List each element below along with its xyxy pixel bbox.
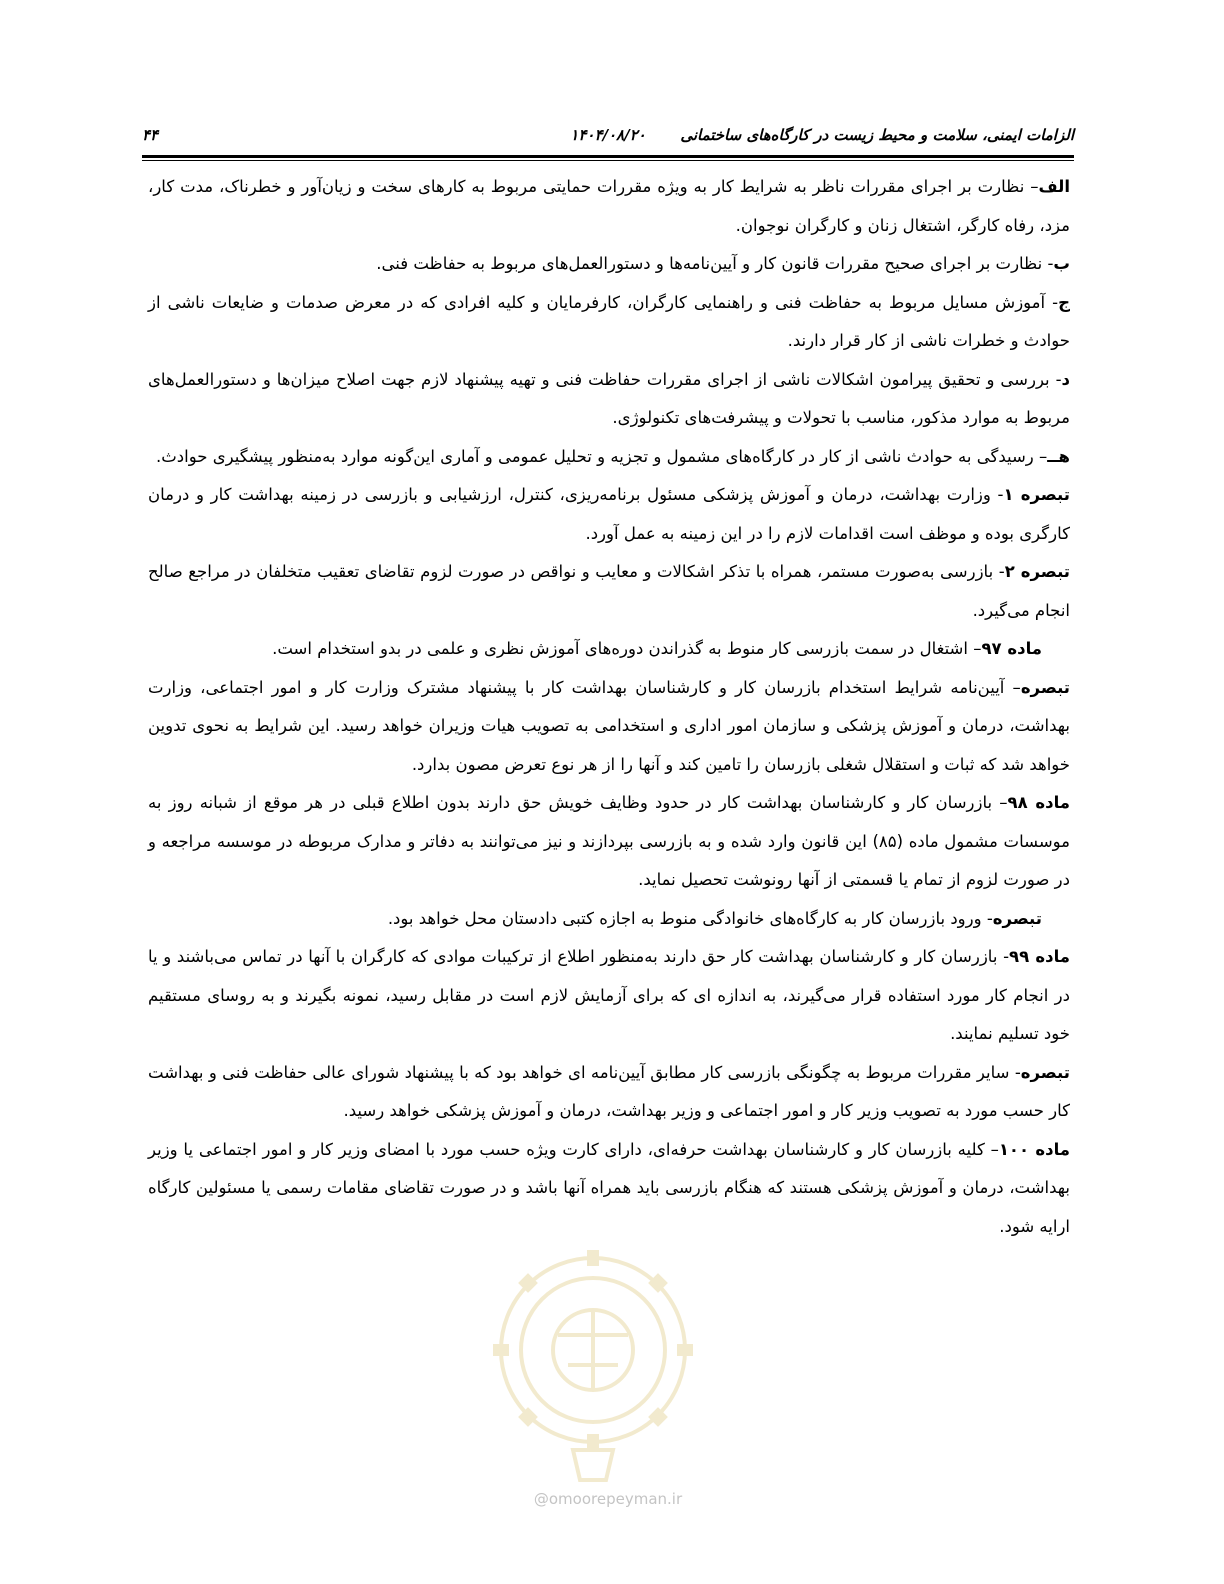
paragraph-article-97: ماده ۹۷– اشتغال در سمت بازرسی کار منوط به گذراندن دوره‌های آموزش نظری و علمی در بدو استخدام است.: [272, 639, 1042, 658]
paragraph-article-98: ماده ۹۸– بازرسان کار و کارشناسان بهداشت کار در حدود وظایف خویش حق دارند بدون اطلاع قبلی در هر موقع از شبانه روز به موسسات مشمول ماده (۸۵) این قانون وارد شده و به بازرسی بپردازند و نیز می‌توانند به دفاتر و مدارک مربوطه در موسسه مراجعه و در صورت لزوم از تمام یا قسمتی از آنها رونوشت تحصیل نماید.: [148, 793, 1070, 889]
paragraph-alef: الف– نظارت بر اجرای مقررات ناظر به شرایط کار به ویژه مقررات حمایتی مربوط به کارهای سخت و زیان‌آور و خطرناک، مدت کار، مزد، رفاه کارگر، اشتغال زنان و کارگران نوجوان.: [148, 177, 1070, 235]
paragraph-article-98-note: تبصره- ورود بازرسان کار به کارگاه‌های خانوادگی منوط به اجازه کتبی دادستان محل خواهد بود.: [387, 908, 1042, 928]
paragraph-be: ب- نظارت بر اجرای صحیح مقررات قانون کار و آیین‌نامه‌ها و دستورالعمل‌های مربوط به حفاظت فنی.: [376, 254, 1070, 273]
document-body: [148, 168, 1070, 1246]
paragraph-dal: د- بررسی و تحقیق پیرامون اشکالات ناشی از اجرای مقررات حفاظت فنی و تهیه پیشنهاد لازم جهت اصلاح میزان‌ها و دستورالعمل‌های مربوط به موارد مذکور، مناسب با تحولات و پیشرفت‌های تکنولوژی.: [148, 369, 1070, 427]
header-date: ۱۴۰۴/۰۸/۲۰: [570, 126, 646, 144]
paragraph-article-97-note: تبصره– آیین‌نامه شرایط استخدام بازرسان کار و کارشناسان بهداشت کار با پیشنهاد مشترک وزارت کار و امور اجتماعی، وزارت بهداشت، درمان و آموزش پزشکی و سازمان امور اداری و استخدامی به تصویب هیات وزیران خواهد رسید. این شرایط به نحوی تدوین خواهد شد که ثبات و استقلال شغلی بازرسان را تامین کند و آنها را از هر نوع تعرض مصون بدارد.: [148, 677, 1071, 774]
watermark-site: @omoorepeyman.ir: [533, 1490, 683, 1508]
paragraph-he: هــ– رسیدگی به حوادث ناشی از کار در کارگاه‌های مشمول و تجزیه و تحلیل عمومی و آماری این‌گونه موارد به‌منظور پیشگیری حوادث.: [156, 446, 1070, 466]
header-rule-thin: [142, 160, 1074, 161]
paragraph-note-1: تبصره ۱- وزارت بهداشت، درمان و آموزش پزشکی مسئول برنامه‌ریزی، کنترل، ارزشیابی و بازرسی در زمینه بهداشت کار و درمان کارگری بوده و موظف است اقدامات لازم را در این زمینه به عمل آورد.: [148, 485, 1070, 543]
paragraph-article-99: ماده ۹۹- بازرسان کار و کارشناسان بهداشت کار حق دارند به‌منظور اطلاع از ترکیبات موادی که کارگران با آنها در تماس می‌باشند و یا در انجام کار مورد استفاده قرار می‌گیرند، به اندازه ای که برای آزمایش لازم است در مقابل رسید، نمونه بگیرند و به روسای مستقیم خود تسلیم نمایند.: [148, 947, 1070, 1043]
gear-seal-logo-icon: [488, 1240, 698, 1490]
paragraph-note-2: تبصره ۲- بازرسی به‌صورت مستمر، همراه با تذکر اشکالات و معایب و نواقص در صورت لزوم تقاضای تعقیب متخلفان در مراجع صالح انجام می‌گیرد.: [148, 562, 1070, 620]
paragraph-jim: ج- آموزش مسایل مربوط به حفاظت فنی و راهنمایی کارگران، کارفرمایان و کلیه افرادی که در معرض صدمات و ضایعات ناشی از حوادث و خطرات ناشی از کار قرار دارند.: [148, 292, 1070, 350]
header-rule-thick: [142, 155, 1074, 158]
paragraph-article-100: ماده ۱۰۰– کلیه بازرسان کار و کارشناسان بهداشت حرفه‌ای، دارای کارت ویژه حسب مورد با امضای وزیر کار و امور اجتماعی یا وزیر بهداشت، درمان و آموزش پزشکی هستند که هنگام بازرسی باید همراه آنها باشد و در صورت تقاضای مقامات رسمی یا مسئولین کارگاه ارایه شود.: [148, 1139, 1070, 1236]
page-header: [142, 118, 1074, 154]
header-title: الزامات ایمنی، سلامت و محیط زیست در کارگاه‌های ساختمانی: [680, 126, 1074, 144]
paragraph-article-99-note: تبصره- سایر مقررات مربوط به چگونگی بازرسی کار مطابق آیین‌نامه ای خواهد بود که با پیشنهاد شورای عالی حفاظت فنی و بهداشت کار حسب مورد به تصویب وزیر کار و امور اجتماعی و وزیر بهداشت، درمان و آموزش پزشکی خواهد رسید.: [148, 1062, 1070, 1120]
page-number: ۴۴: [142, 126, 159, 144]
